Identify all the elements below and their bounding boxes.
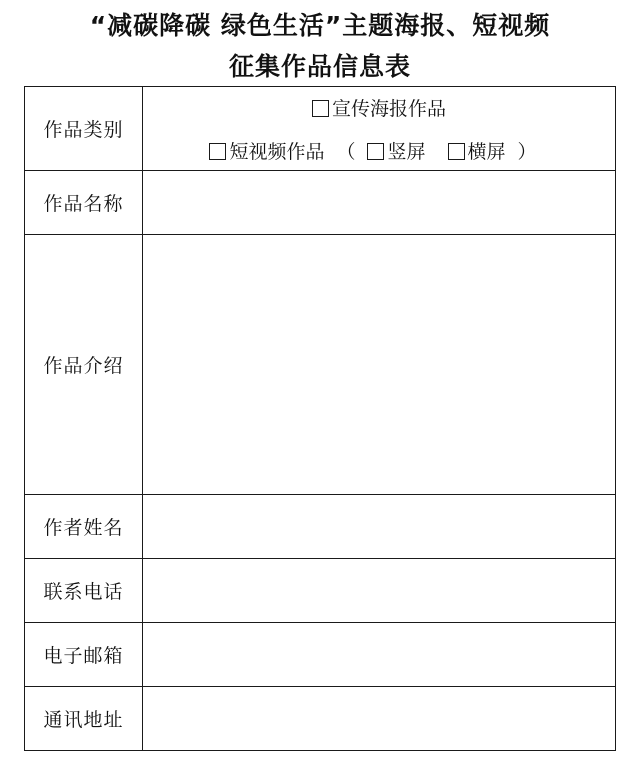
label-address: 通讯地址 — [25, 687, 143, 751]
vertical-option-label: 竖屏 — [387, 140, 426, 163]
label-category: 作品类别 — [25, 87, 143, 171]
poster-option-label: 宣传海报作品 — [331, 97, 446, 120]
author-field[interactable] — [143, 495, 616, 559]
row-category — [25, 87, 616, 171]
option-poster — [143, 94, 615, 121]
row-name — [25, 171, 616, 235]
option-video — [143, 137, 615, 164]
label-author: 作者姓名 — [25, 495, 143, 559]
horizontal-option-label: 横屏 — [467, 140, 506, 163]
poster-checkbox[interactable] — [312, 100, 329, 117]
label-phone: 联系电话 — [25, 559, 143, 623]
vertical-checkbox[interactable] — [367, 143, 384, 160]
email-field[interactable] — [143, 623, 616, 687]
address-field[interactable] — [143, 687, 616, 751]
row-phone — [25, 559, 616, 623]
video-checkbox[interactable] — [209, 143, 226, 160]
name-field[interactable] — [143, 171, 616, 235]
row-email — [25, 623, 616, 687]
paren-close: ） — [517, 140, 537, 163]
page-title-line-2: 征集作品信息表 — [228, 52, 411, 81]
label-email: 电子邮箱 — [25, 623, 143, 687]
paren-open: （ — [336, 140, 356, 163]
row-intro — [25, 235, 616, 495]
video-option-label: 短视频作品 — [229, 140, 325, 163]
page-title-line-1: “减碳降碳 绿色生活”主题海报、短视频 — [89, 11, 551, 40]
intro-field[interactable] — [143, 235, 616, 495]
row-author — [25, 495, 616, 559]
label-name: 作品名称 — [25, 171, 143, 235]
phone-field[interactable] — [143, 559, 616, 623]
category-options — [143, 87, 616, 171]
label-intro: 作品介绍 — [25, 235, 143, 495]
info-form-table — [24, 86, 616, 751]
horizontal-checkbox[interactable] — [448, 143, 465, 160]
row-address — [25, 687, 616, 751]
